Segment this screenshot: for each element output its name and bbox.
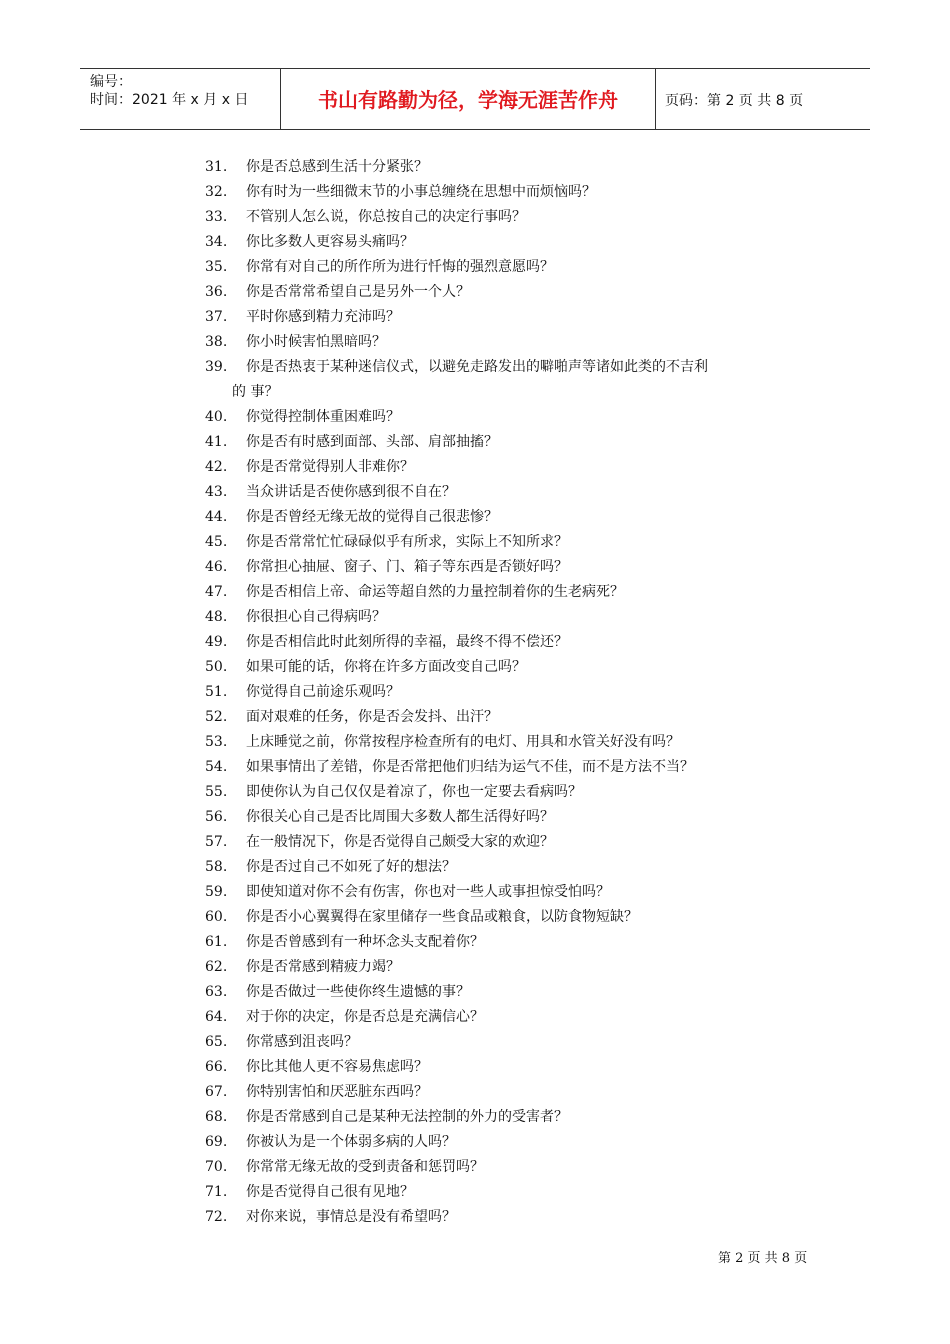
question-text: 你是否曾感到有一种坏念头支配着你？: [246, 934, 484, 950]
question-text-continued: 的 事？: [232, 384, 279, 400]
question-text: 你特别害怕和厌恶脏东西吗？: [246, 1084, 428, 1100]
question-number: 44.: [205, 509, 228, 525]
question-text: 你常常无缘无故的受到责备和惩罚吗？: [246, 1159, 484, 1175]
question-text: 你比多数人更容易头痛吗？: [246, 234, 414, 250]
question-number: 51.: [205, 684, 228, 700]
question-text: 你是否过自己不如死了好的想法？: [246, 859, 456, 875]
question-number: 37.: [205, 309, 228, 325]
question-text: 你是否热衷于某种迷信仪式，以避免走路发出的噼啪声等诸如此类的不吉利: [246, 359, 708, 375]
question-number: 43.: [205, 484, 228, 500]
question-number: 41.: [205, 434, 228, 450]
question-number: 39.: [205, 359, 228, 375]
question-text: 你常有对自己的所作所为进行忏悔的强烈意愿吗？: [246, 259, 554, 275]
question-number: 45.: [205, 534, 228, 550]
question-number: 57.: [205, 834, 228, 850]
question-text: 你是否相信上帝、命运等超自然的力量控制着你的生老病死？: [246, 584, 624, 600]
question-number: 70.: [205, 1159, 228, 1175]
question-text: 你常担心抽屉、窗子、门、箱子等东西是否锁好吗？: [246, 559, 568, 575]
question-text: 你是否做过一些使你终生遗憾的事？: [246, 984, 470, 1000]
code-label: 编号：: [90, 74, 132, 90]
question-number: 47.: [205, 584, 228, 600]
header-page-label: 页码：第 2 页 共 8 页: [665, 93, 804, 109]
question-text: 你是否相信此时此刻所得的幸福，最终不得不偿还？: [246, 634, 568, 650]
question-number: 63.: [205, 984, 228, 1000]
question-number: 49.: [205, 634, 228, 650]
header-meta-cell: [80, 69, 280, 129]
question-text: 你是否觉得自己很有见地？: [246, 1184, 414, 1200]
question-number: 34.: [205, 234, 228, 250]
question-text: 如果事情出了差错，你是否常把他们归结为运气不佳，而不是方法不当？: [246, 759, 694, 775]
question-number: 72.: [205, 1209, 228, 1225]
question-text: 面对艰难的任务，你是否会发抖、出汗？: [246, 709, 498, 725]
question-number: 66.: [205, 1059, 228, 1075]
question-number: 46.: [205, 559, 228, 575]
question-text: 你是否常觉得别人非难你？: [246, 459, 414, 475]
question-number: 60.: [205, 909, 228, 925]
question-number: 52.: [205, 709, 228, 725]
question-text: 对于你的决定，你是否总是充满信心？: [246, 1009, 484, 1025]
question-number: 55.: [205, 784, 228, 800]
question-text: 即使你认为自己仅仅是着凉了，你也一定要去看病吗？: [246, 784, 582, 800]
question-number: 33.: [205, 209, 228, 225]
question-text: 你常感到沮丧吗？: [246, 1034, 358, 1050]
question-number: 38.: [205, 334, 228, 350]
question-text: 你是否常感到精疲力竭？: [246, 959, 400, 975]
question-number: 64.: [205, 1009, 228, 1025]
question-text: 你很担心自己得病吗？: [246, 609, 386, 625]
question-number: 40.: [205, 409, 228, 425]
question-text: 你是否常常忙忙碌碌似乎有所求，实际上不知所求？: [246, 534, 568, 550]
question-text: 不管别人怎么说，你总按自己的决定行事吗？: [246, 209, 526, 225]
page-header: [80, 68, 870, 130]
question-text: 你觉得自己前途乐观吗？: [246, 684, 400, 700]
question-text: 你是否有时感到面部、头部、肩部抽搐？: [246, 434, 498, 450]
footer-page-number: 第 2 页 共 8 页: [718, 1251, 808, 1266]
question-number: 54.: [205, 759, 228, 775]
question-text: 你很关心自己是否比周围大多数人都生活得好吗？: [246, 809, 554, 825]
question-text: 你觉得控制体重困难吗？: [246, 409, 400, 425]
question-number: 50.: [205, 659, 228, 675]
question-number: 59.: [205, 884, 228, 900]
question-number: 53.: [205, 734, 228, 750]
question-number: 71.: [205, 1184, 228, 1200]
question-number: 32.: [205, 184, 228, 200]
question-number: 68.: [205, 1109, 228, 1125]
question-number: 69.: [205, 1134, 228, 1150]
question-text: 你是否小心翼翼得在家里储存一些食品或粮食，以防食物短缺？: [246, 909, 638, 925]
question-number: 35.: [205, 259, 228, 275]
motto-text: 书山有路勤为径，学海无涯苦作舟: [318, 88, 618, 112]
question-text: 你小时候害怕黑暗吗？: [246, 334, 386, 350]
question-text: 你被认为是一个体弱多病的人吗？: [246, 1134, 456, 1150]
header-motto-cell: [280, 69, 656, 129]
question-text: 你比其他人更不容易焦虑吗？: [246, 1059, 428, 1075]
question-text: 如果可能的话，你将在许多方面改变自己吗？: [246, 659, 526, 675]
time-label: 时间：2021 年 x 月 x 日: [90, 92, 249, 108]
question-number: 31.: [205, 159, 228, 175]
header-page-cell: [655, 69, 870, 129]
question-number: 62.: [205, 959, 228, 975]
question-text: 对你来说，事情总是没有希望吗？: [246, 1209, 456, 1225]
question-text: 当众讲话是否使你感到很不自在？: [246, 484, 456, 500]
question-number: 48.: [205, 609, 228, 625]
question-text: 你是否常感到自己是某种无法控制的外力的受害者？: [246, 1109, 568, 1125]
question-number: 42.: [205, 459, 228, 475]
question-text: 在一般情况下，你是否觉得自己颇受大家的欢迎？: [246, 834, 554, 850]
question-number: 61.: [205, 934, 228, 950]
question-text: 你是否常常希望自己是另外一个人？: [246, 284, 470, 300]
question-text: 即使知道对你不会有伤害，你也对一些人或事担惊受怕吗？: [246, 884, 610, 900]
question-number: 65.: [205, 1034, 228, 1050]
question-text: 平时你感到精力充沛吗？: [246, 309, 400, 325]
question-number: 67.: [205, 1084, 228, 1100]
question-text: 你有时为一些细微末节的小事总缠绕在思想中而烦恼吗？: [246, 184, 596, 200]
question-number: 56.: [205, 809, 228, 825]
question-text: 上床睡觉之前，你常按程序检查所有的电灯、用具和水管关好没有吗？: [246, 734, 680, 750]
question-number: 58.: [205, 859, 228, 875]
question-text: 你是否曾经无缘无故的觉得自己很悲惨？: [246, 509, 498, 525]
question-number: 36.: [205, 284, 228, 300]
question-text: 你是否总感到生活十分紧张？: [246, 159, 428, 175]
